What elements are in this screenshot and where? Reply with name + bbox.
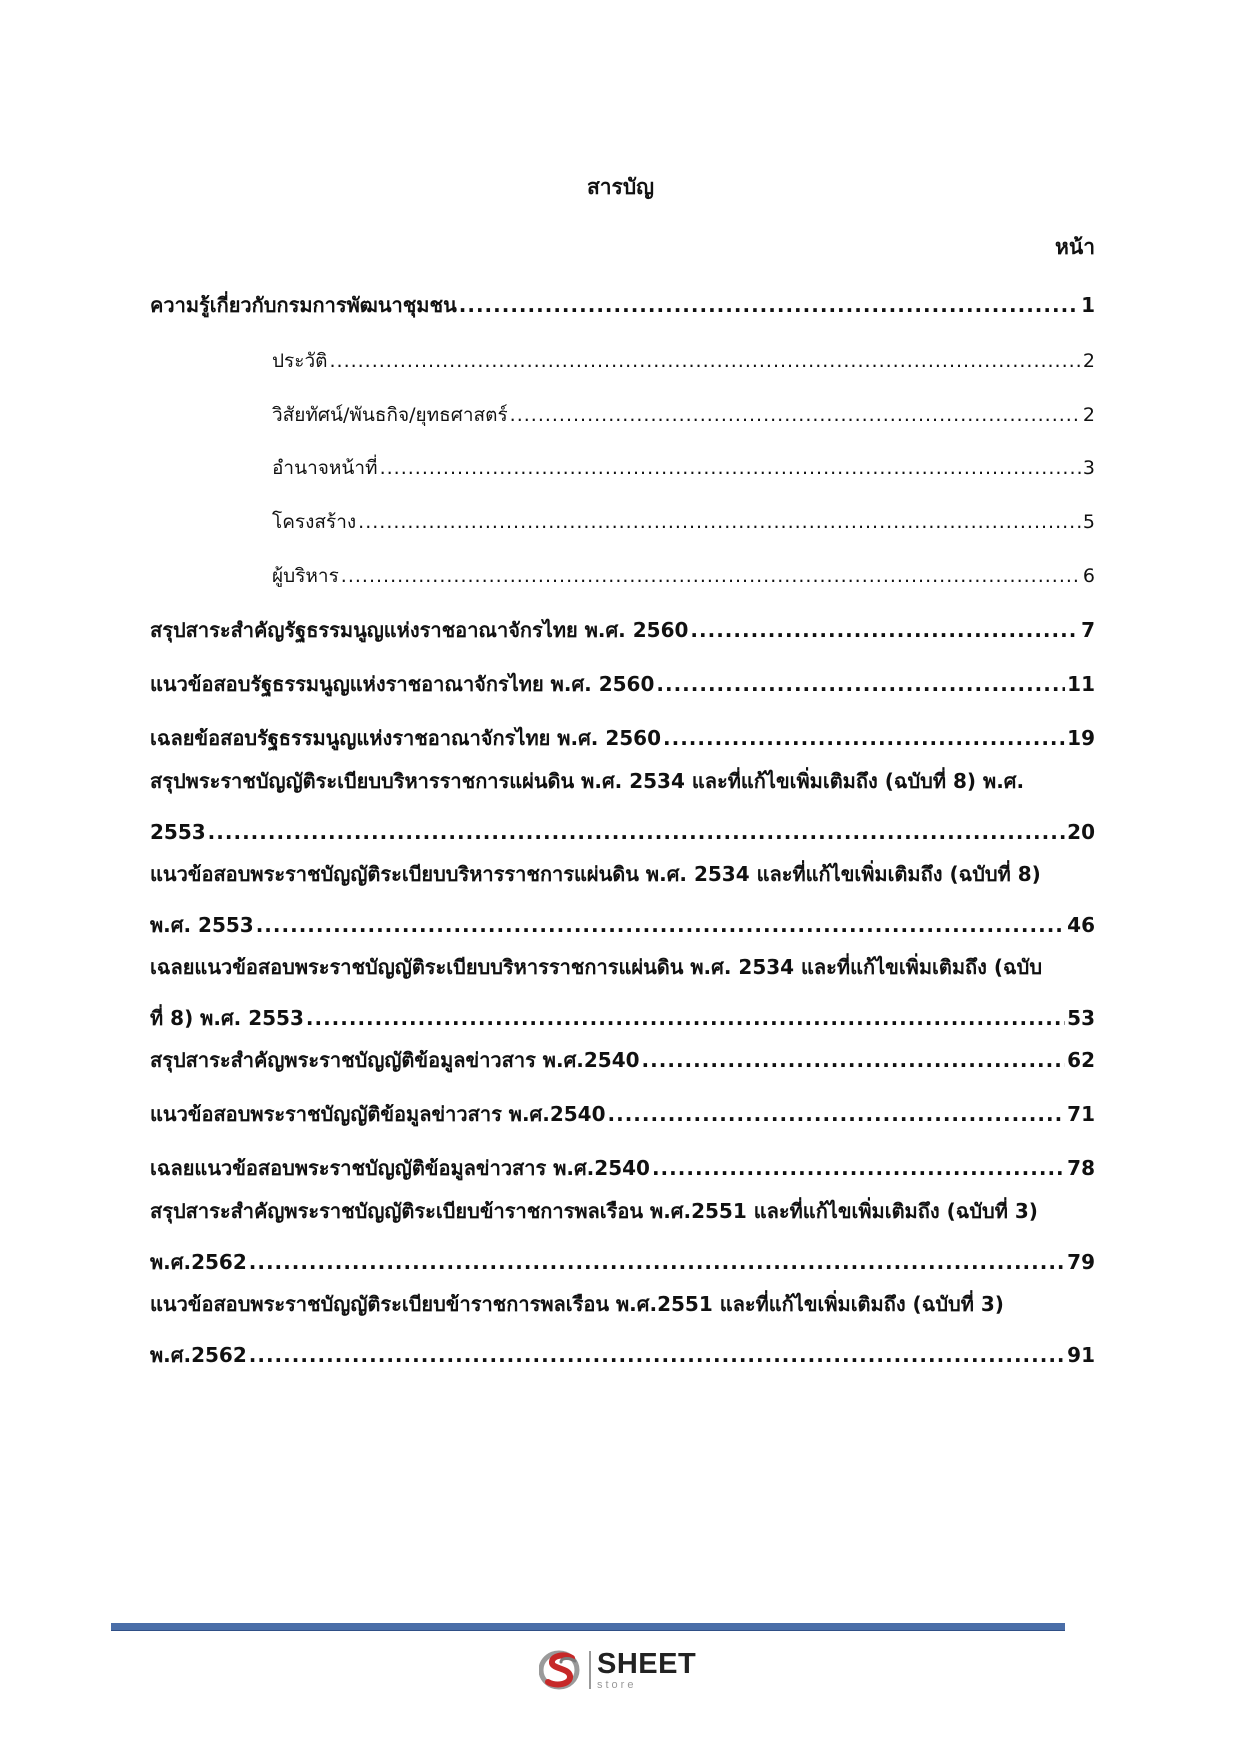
toc-entry[interactable]: [150, 952, 1095, 1033]
logo-subword: store: [597, 1678, 637, 1691]
toc-entry-text: เฉลยแนวข้อสอบพระราชบัญญัติระเบียบบริหารราชการแผ่นดิน พ.ศ. 2534 และที่แก้ไขเพิ่มเติมถึง (ฉบับ: [150, 955, 1043, 979]
toc-entry[interactable]: [150, 766, 1095, 847]
toc-entry[interactable]: [150, 1045, 1095, 1075]
toc-page-number: 2: [1082, 404, 1095, 426]
toc-page-number: 91: [1067, 1343, 1095, 1367]
toc-entry-text: แนวข้อสอบพระราชบัญญัติข้อมูลข่าวสาร พ.ศ.2540: [150, 1102, 606, 1126]
dot-leader: [652, 1153, 1065, 1183]
dot-leader: [249, 1247, 1065, 1277]
dot-leader: [329, 346, 1080, 376]
dot-leader: [510, 400, 1081, 430]
toc-entry-text: ผู้บริหาร: [272, 565, 339, 587]
page-title: สารบัญ: [586, 175, 655, 199]
toc-entry[interactable]: [150, 290, 1095, 320]
toc-page-number: 79: [1067, 1250, 1095, 1274]
toc-page-number: 71: [1067, 1102, 1095, 1126]
toc-entry-text: อำนาจหน้าที่: [272, 457, 378, 479]
page-column-header: หน้า: [1055, 235, 1095, 259]
toc-page-number: 20: [1067, 820, 1095, 844]
toc-entry-text: พ.ศ. 2553: [150, 913, 254, 937]
toc-entry[interactable]: [150, 615, 1095, 645]
footer-rule: [111, 1623, 1065, 1631]
toc-page-number: 11: [1067, 672, 1095, 696]
toc-page-number: 19: [1067, 726, 1095, 750]
toc-entry-text: ที่ 8) พ.ศ. 2553: [150, 1006, 304, 1030]
toc-entry-text: โครงสร้าง: [272, 511, 357, 533]
toc-entry-text: สรุปสาระสำคัญพระราชบัญญัติข้อมูลข่าวสาร พ.ศ.2540: [150, 1048, 640, 1072]
logo-word: SHEET: [597, 1647, 697, 1680]
toc-page-number: 7: [1081, 618, 1095, 642]
toc-entry[interactable]: [150, 453, 1095, 483]
toc-entry[interactable]: [150, 561, 1095, 591]
dot-leader: [608, 1099, 1066, 1129]
toc-entry[interactable]: [150, 1153, 1095, 1183]
toc-entry[interactable]: [150, 1196, 1095, 1277]
toc-entry[interactable]: [150, 346, 1095, 376]
toc-page-number: 2: [1082, 350, 1095, 372]
toc-entry-text: ความรู้เกี่ยวกับกรมการพัฒนาชุมชน: [150, 293, 457, 317]
toc-entry-text: สรุปพระราชบัญญัติระเบียบบริหารราชการแผ่นดิน พ.ศ. 2534 และที่แก้ไขเพิ่มเติมถึง (ฉบับที่ 8) พ.ศ.: [150, 769, 1025, 793]
dot-leader: [459, 290, 1079, 320]
dot-leader: [306, 1003, 1065, 1033]
toc-entry-text: สรุปสาระสำคัญรัฐธรรมนูญแห่งราชอาณาจักรไทย พ.ศ. 2560: [150, 618, 689, 642]
toc-page-number: 53: [1067, 1006, 1095, 1030]
toc-entry-text: แนวข้อสอบพระราชบัญญัติระเบียบบริหารราชการแผ่นดิน พ.ศ. 2534 และที่แก้ไขเพิ่มเติมถึง (ฉบับที่ 8): [150, 862, 1041, 886]
toc-entry-text: พ.ศ.2562: [150, 1343, 247, 1367]
toc-entry-text: พ.ศ.2562: [150, 1250, 247, 1274]
sheet-store-logo: [539, 1648, 696, 1692]
toc-page-number: 46: [1067, 913, 1095, 937]
toc-page-number: 6: [1082, 565, 1095, 587]
dot-leader: [690, 615, 1079, 645]
dot-leader: [358, 507, 1081, 537]
dot-leader: [656, 669, 1065, 699]
toc-entry-text: 2553: [150, 820, 206, 844]
toc-entry[interactable]: [150, 723, 1095, 753]
toc-entry[interactable]: [150, 669, 1095, 699]
dot-leader: [380, 453, 1081, 483]
dot-leader: [208, 817, 1065, 847]
toc-page-number: 62: [1067, 1048, 1095, 1072]
toc-page-number: 78: [1067, 1156, 1095, 1180]
toc-entry[interactable]: [150, 859, 1095, 940]
toc-page-number: 3: [1082, 457, 1095, 479]
toc-entry-text: แนวข้อสอบรัฐธรรมนูญแห่งราชอาณาจักรไทย พ.ศ. 2560: [150, 672, 655, 696]
toc-entry[interactable]: [150, 1289, 1095, 1370]
logo-separator: [589, 1651, 591, 1689]
sheet-store-s-icon: [539, 1649, 585, 1691]
toc-page-number: 1: [1081, 293, 1095, 317]
dot-leader: [341, 561, 1081, 591]
toc-entry-text: วิสัยทัศน์/พันธกิจ/ยุทธศาสตร์: [272, 404, 508, 426]
toc-entry[interactable]: [150, 400, 1095, 430]
toc-entry-text: เฉลยแนวข้อสอบพระราชบัญญัติข้อมูลข่าวสาร พ.ศ.2540: [150, 1156, 650, 1180]
toc-page-number: 5: [1082, 511, 1095, 533]
dot-leader: [642, 1045, 1066, 1075]
toc-entry-text: สรุปสาระสำคัญพระราชบัญญัติระเบียบข้าราชการพลเรือน พ.ศ.2551 และที่แก้ไขเพิ่มเติมถึง (ฉบับที่ 3): [150, 1199, 1038, 1223]
dot-leader: [249, 1340, 1065, 1370]
toc-entry-text: ประวัติ: [272, 350, 328, 372]
toc-entry[interactable]: [150, 507, 1095, 537]
toc-entry-text: เฉลยข้อสอบรัฐธรรมนูญแห่งราชอาณาจักรไทย พ.ศ. 2560: [150, 726, 662, 750]
toc-entry-text: แนวข้อสอบพระราชบัญญัติระเบียบข้าราชการพลเรือน พ.ศ.2551 และที่แก้ไขเพิ่มเติมถึง (ฉบับที่ 3): [150, 1292, 1004, 1316]
toc-entry[interactable]: [150, 1099, 1095, 1129]
dot-leader: [663, 723, 1065, 753]
dot-leader: [256, 910, 1065, 940]
